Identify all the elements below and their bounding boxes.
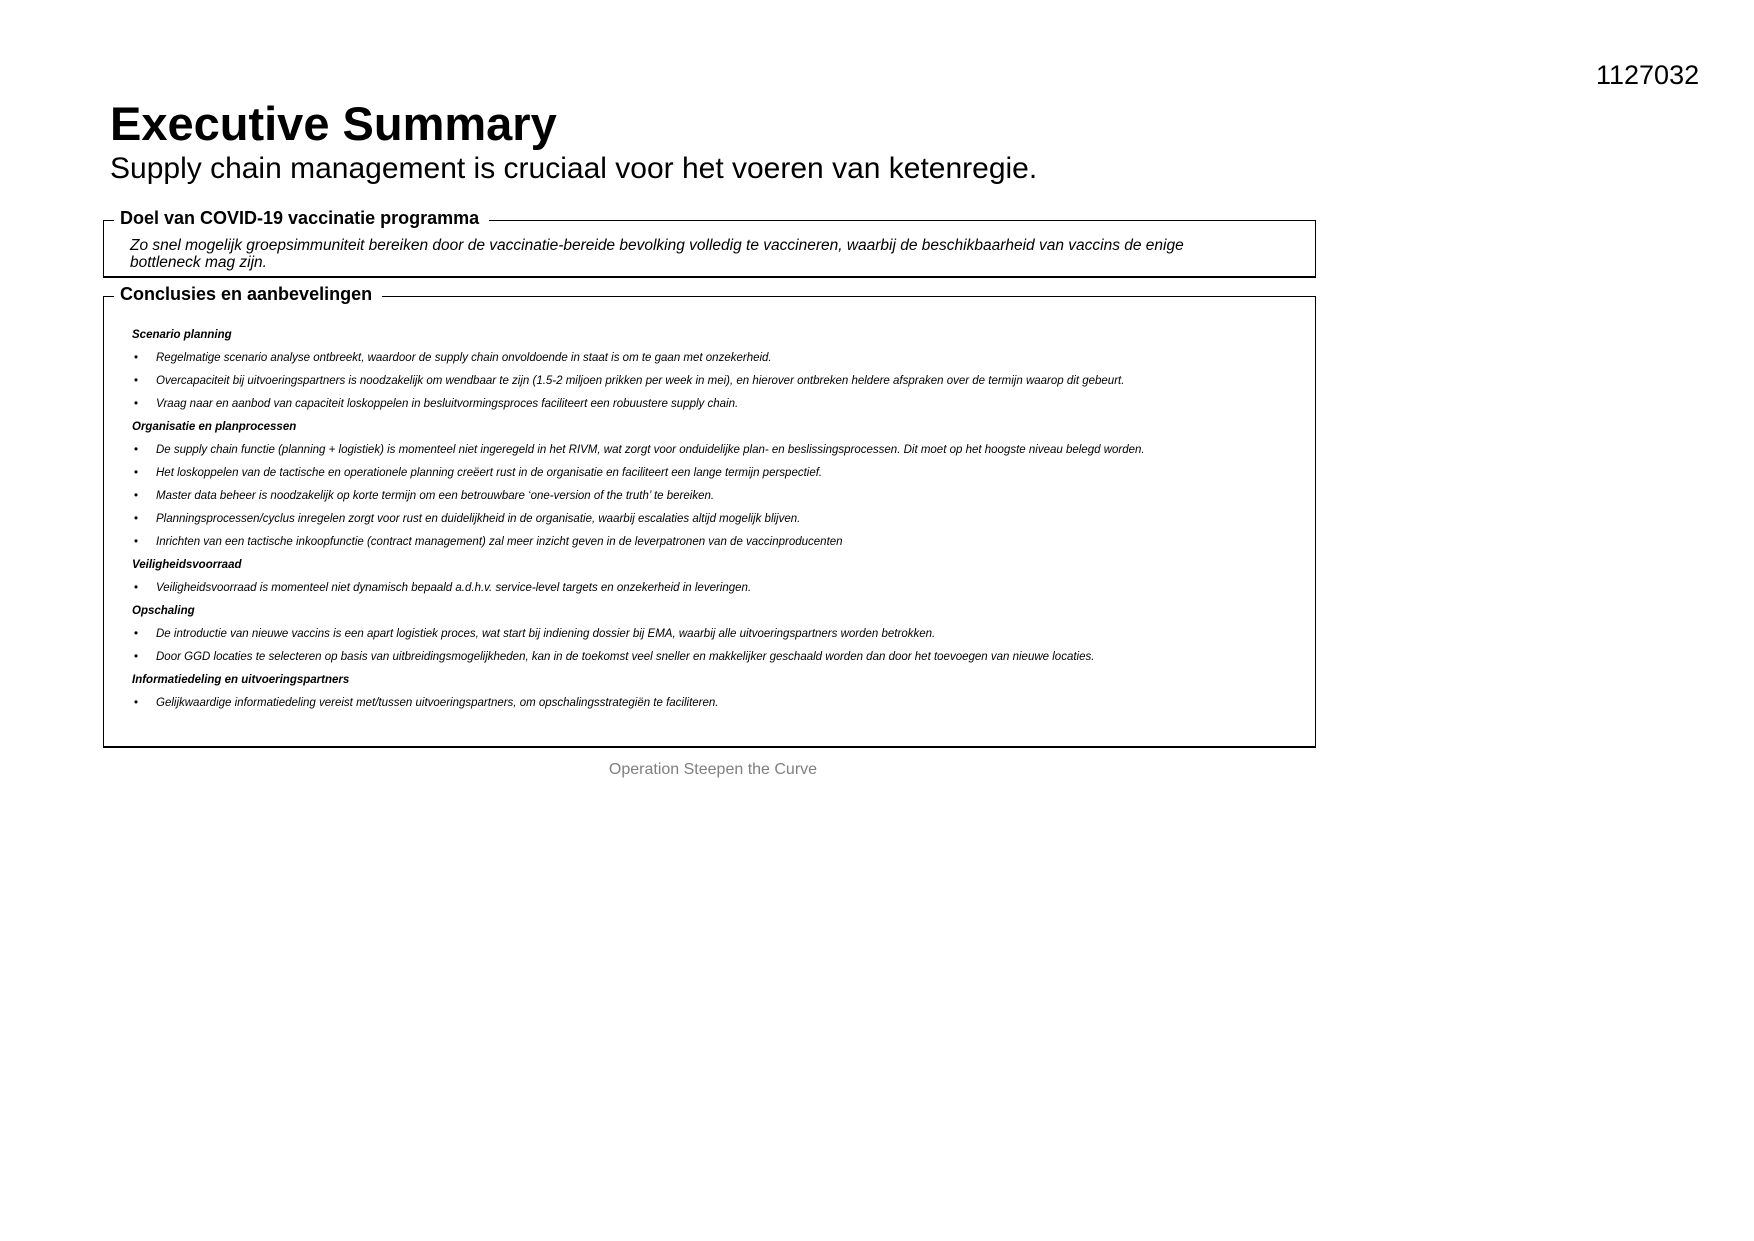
section-heading: Informatiedeling en uitvoeringspartners (132, 674, 350, 686)
goal-box (103, 208, 1316, 278)
section-heading: Opschaling (132, 605, 195, 617)
list-item-text: Het loskoppelen van de tactische en operationele planning creëert rust in de organisatie en faciliteert een lange termijn perspectief. (156, 467, 823, 479)
list-item (132, 531, 843, 554)
list-item (132, 623, 936, 646)
page-subtitle: Supply chain management is cruciaal voor het voeren van ketenregie. (110, 152, 1038, 185)
page-title: Executive Summary (110, 97, 557, 150)
goal-text: Zo snel mogelijk groepsimmuniteit bereiken door de vaccinatie-bereide bevolking volledig te vaccineren, waarbij de beschikbaarheid van vaccins de enige bottleneck mag zijn. (130, 237, 1184, 271)
list-item-text: Inrichten van een tactische inkoopfunctie (contract management) zal meer inzicht geven in de leverpatronen van de vaccinproducenten (156, 536, 843, 548)
list-item (132, 462, 823, 485)
bullet-icon: • (134, 375, 139, 387)
bullet-icon: • (134, 651, 139, 663)
list-item-text: Gelijkwaardige informatiedeling vereist met/tussen uitvoeringspartners, om opschalingsstrategiën te faciliteren. (156, 697, 719, 709)
bullet-icon: • (134, 398, 139, 410)
conclusions-list (132, 324, 1145, 715)
bullet-icon: • (134, 582, 139, 594)
list-item-text: Vraag naar en aanbod van capaciteit loskoppelen in besluitvormingsproces faciliteert een robuustere supply chain. (156, 398, 739, 410)
list-item (132, 508, 801, 531)
list-item-text: Regelmatige scenario analyse ontbreekt, waardoor de supply chain onvoldoende in staat is om te gaan met onzekerheid. (156, 352, 772, 364)
section-heading: Veiligheidsvoorraad (132, 559, 242, 571)
list-item (132, 485, 715, 508)
list-item-text: Planningsprocessen/cyclus inregelen zorgt voor rust en duidelijkheid in de organisatie, waarbij escalaties altijd mogelijk blijven. (156, 513, 801, 525)
bullet-icon: • (134, 444, 139, 456)
list-item (132, 577, 752, 600)
goal-box-heading: Doel van COVID-19 vaccinatie programma (114, 208, 489, 229)
bullet-icon: • (134, 513, 139, 525)
section-heading: Scenario planning (132, 329, 232, 341)
bullet-icon: • (134, 628, 139, 640)
list-item (132, 439, 1145, 462)
document-number: 1127032 (1596, 60, 1700, 90)
bullet-icon: • (134, 467, 139, 479)
list-item-text: Overcapaciteit bij uitvoeringspartners is noodzakelijk om wendbaar te zijn (1.5-2 miljoen prikken per week in mei), en hierover ontbreken heldere afspraken over de termijn waarop dit gebeurt. (156, 375, 1125, 387)
bullet-icon: • (134, 490, 139, 502)
list-item-text: Master data beheer is noodzakelijk op korte termijn om een betrouwbare ‘one-version of the truth’ te bereiken. (156, 490, 715, 502)
bullet-icon: • (134, 536, 139, 548)
bullet-icon: • (134, 352, 139, 364)
list-item-text: Veiligheidsvoorraad is momenteel niet dynamisch bepaald a.d.h.v. service-level targets en onzekerheid in leveringen. (156, 582, 752, 594)
list-item (132, 370, 1125, 393)
list-item (132, 646, 1095, 669)
section-heading: Organisatie en planprocessen (132, 421, 297, 433)
conclusions-box-heading: Conclusies en aanbevelingen (114, 284, 382, 305)
bullet-icon: • (134, 697, 139, 709)
list-item (132, 347, 772, 370)
list-item (132, 692, 719, 715)
list-item-text: De supply chain functie (planning + logistiek) is momenteel niet ingeregeld in het RIVM, wat zorgt voor onduidelijke plan- en beslissingsprocessen. Dit moet op het hoogste niveau belegd worden. (156, 444, 1145, 456)
list-item-text: Door GGD locaties te selecteren op basis van uitbreidingsmogelijkheden, kan in de toekomst veel sneller en makkelijker geschaald worden dan door het toevoegen van nieuwe locaties. (156, 651, 1095, 663)
conclusions-box (103, 284, 1316, 748)
list-item-text: De introductie van nieuwe vaccins is een apart logistiek proces, wat start bij indiening dossier bij EMA, waarbij alle uitvoeringspartners worden betrokken. (156, 628, 936, 640)
footer-text: Operation Steepen the Curve (608, 761, 818, 778)
list-item (132, 393, 739, 416)
